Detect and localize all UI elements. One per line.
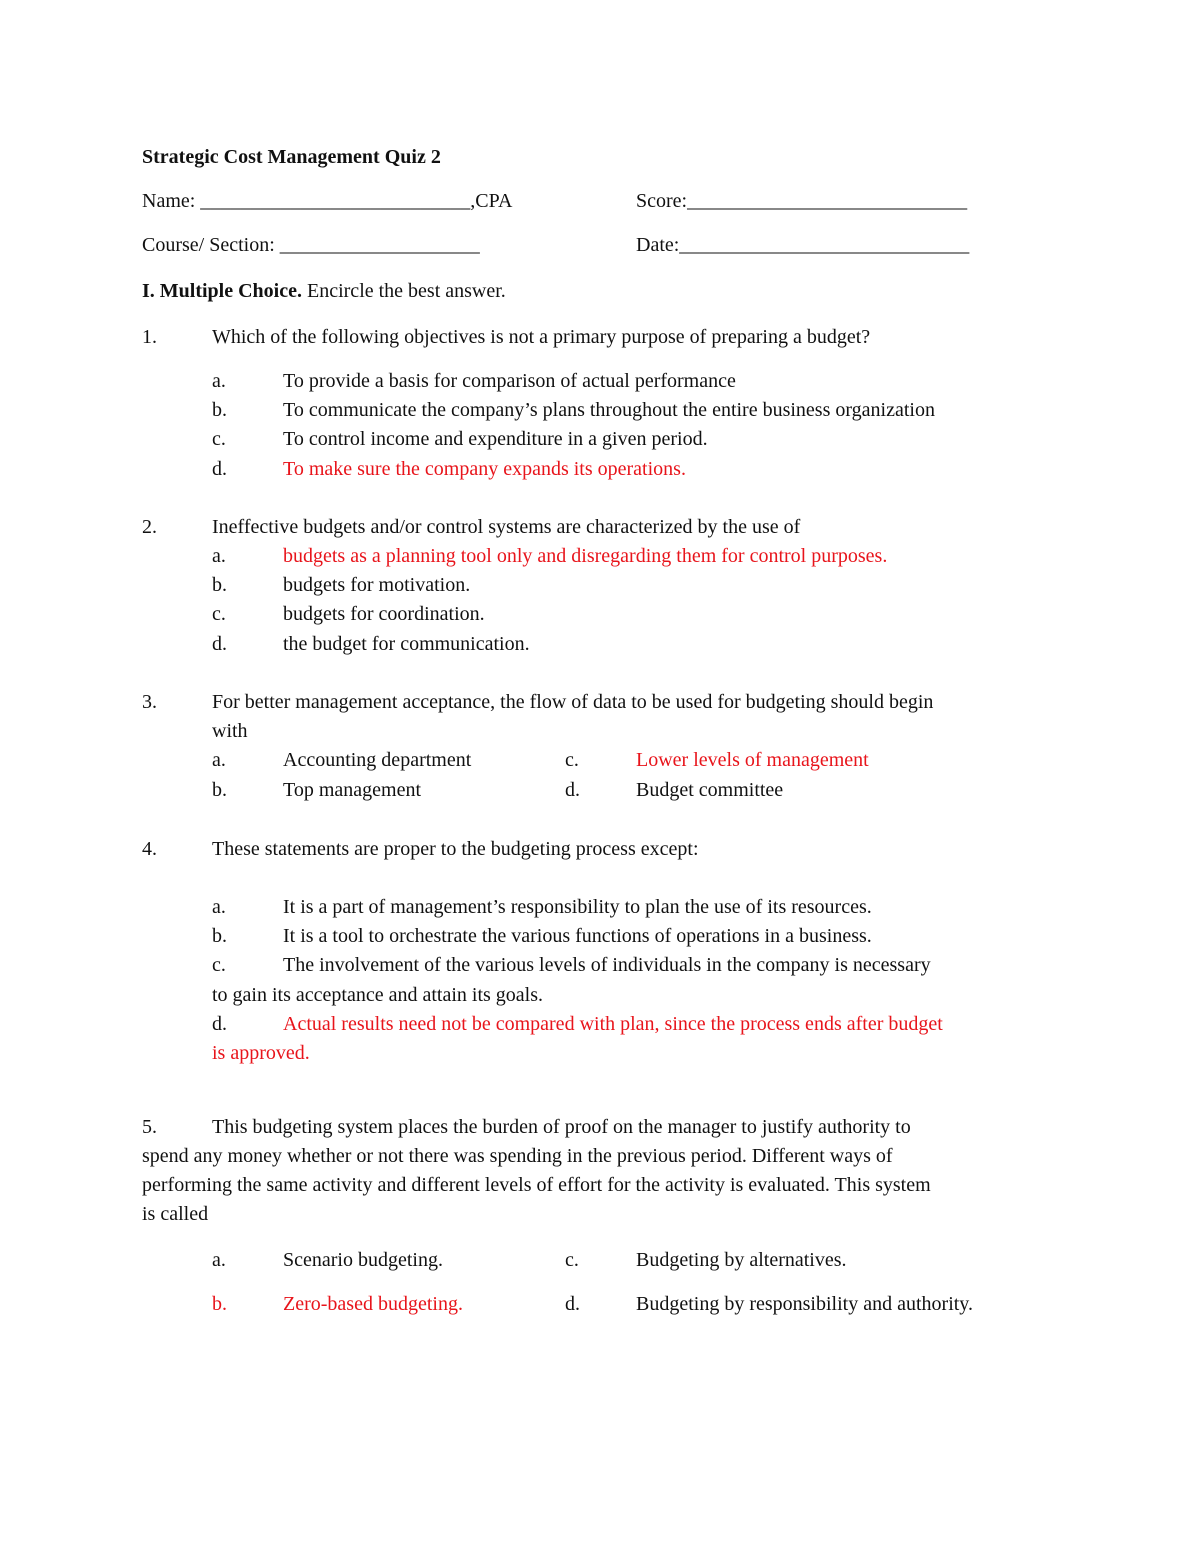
choice-letter: c. xyxy=(212,428,226,450)
correct-answer-text: Zero-based budgeting. xyxy=(283,1293,463,1315)
question-5-text: This budgeting system places the burden of proof on the manager to justify authority to xyxy=(212,1116,911,1138)
section-heading xyxy=(142,279,506,303)
choice-text: Accounting department xyxy=(283,749,472,771)
question-5-text-cont: spend any money whether or not there was spending in the previous period. Different ways of xyxy=(142,1145,893,1167)
choice-text: Budgeting by responsibility and authority. xyxy=(636,1293,974,1315)
question-5-number: 5. xyxy=(142,1116,157,1138)
choice-text: budgets for coordination. xyxy=(283,603,485,625)
name-field-label: Name: ___________________________,CPA xyxy=(142,190,513,212)
question-4-text: These statements are proper to the budgeting process except: xyxy=(212,838,699,860)
choice-letter: c. xyxy=(212,954,226,976)
course-section-field-label: Course/ Section: ____________________ xyxy=(142,234,480,256)
choice-letter: b. xyxy=(212,925,227,947)
choice-letter: d. xyxy=(565,1293,580,1315)
choice-text: To communicate the company’s plans throughout the entire business organization xyxy=(283,399,935,421)
question-4-number: 4. xyxy=(142,838,157,860)
correct-answer-text-cont: is approved. xyxy=(212,1042,310,1064)
choice-text: Budgeting by alternatives. xyxy=(636,1249,847,1271)
choice-text-cont: to gain its acceptance and attain its goals. xyxy=(212,984,543,1006)
choice-letter: a. xyxy=(212,370,226,392)
question-2-text: Ineffective budgets and/or control systems are characterized by the use of xyxy=(212,516,801,538)
question-5-text-cont: performing the same activity and different levels of effort for the activity is evaluated. This system xyxy=(142,1174,931,1196)
choice-letter: a. xyxy=(212,749,226,771)
choice-letter: b. xyxy=(212,399,227,421)
choice-letter: c. xyxy=(565,749,579,771)
question-3-number: 3. xyxy=(142,691,157,713)
correct-answer-text: To make sure the company expands its operations. xyxy=(283,458,686,480)
section-heading-bold: I. Multiple Choice. xyxy=(142,280,302,302)
choice-text: To provide a basis for comparison of actual performance xyxy=(283,370,736,392)
choice-letter: a. xyxy=(212,896,226,918)
question-3-text: For better management acceptance, the flow of data to be used for budgeting should begin xyxy=(212,691,934,713)
choice-letter: b. xyxy=(212,779,227,801)
choice-text: the budget for communication. xyxy=(283,633,530,655)
question-1-text: Which of the following objectives is not a primary purpose of preparing a budget? xyxy=(212,326,871,348)
question-3-text-cont: with xyxy=(212,720,248,742)
page-title: Strategic Cost Management Quiz 2 xyxy=(142,146,441,168)
question-2-number: 2. xyxy=(142,516,157,538)
choice-letter: b. xyxy=(212,574,227,596)
choice-text: Top management xyxy=(283,779,421,801)
choice-letter: c. xyxy=(212,603,226,625)
correct-answer-text: Actual results need not be compared with plan, since the process ends after budget xyxy=(283,1013,943,1035)
choice-letter: d. xyxy=(212,1013,227,1035)
choice-text: budgets for motivation. xyxy=(283,574,471,596)
choice-text: It is a tool to orchestrate the various functions of operations in a business. xyxy=(283,925,872,947)
choice-letter: a. xyxy=(212,545,226,567)
correct-answer-text: Lower levels of management xyxy=(636,749,869,771)
choice-text: Scenario budgeting. xyxy=(283,1249,443,1271)
choice-letter: d. xyxy=(565,779,580,801)
choice-text: It is a part of management’s responsibility to plan the use of its resources. xyxy=(283,896,872,918)
choice-letter: c. xyxy=(565,1249,579,1271)
question-1-number: 1. xyxy=(142,326,157,348)
question-5-text-cont: is called xyxy=(142,1203,209,1225)
choice-text: To control income and expenditure in a given period. xyxy=(283,428,708,450)
choice-letter: d. xyxy=(212,458,227,480)
correct-answer-text: budgets as a planning tool only and disregarding them for control purposes. xyxy=(283,545,888,567)
choice-letter: a. xyxy=(212,1249,226,1271)
choice-text: The involvement of the various levels of individuals in the company is necessary xyxy=(283,954,931,976)
choice-text: Budget committee xyxy=(636,779,784,801)
score-field-label: Score:____________________________ xyxy=(636,190,968,212)
correct-answer-letter: b. xyxy=(212,1293,227,1315)
choice-letter: d. xyxy=(212,633,227,655)
date-field-label: Date:_____________________________ xyxy=(636,234,970,256)
section-heading-instruction: Encircle the best answer. xyxy=(302,280,506,302)
